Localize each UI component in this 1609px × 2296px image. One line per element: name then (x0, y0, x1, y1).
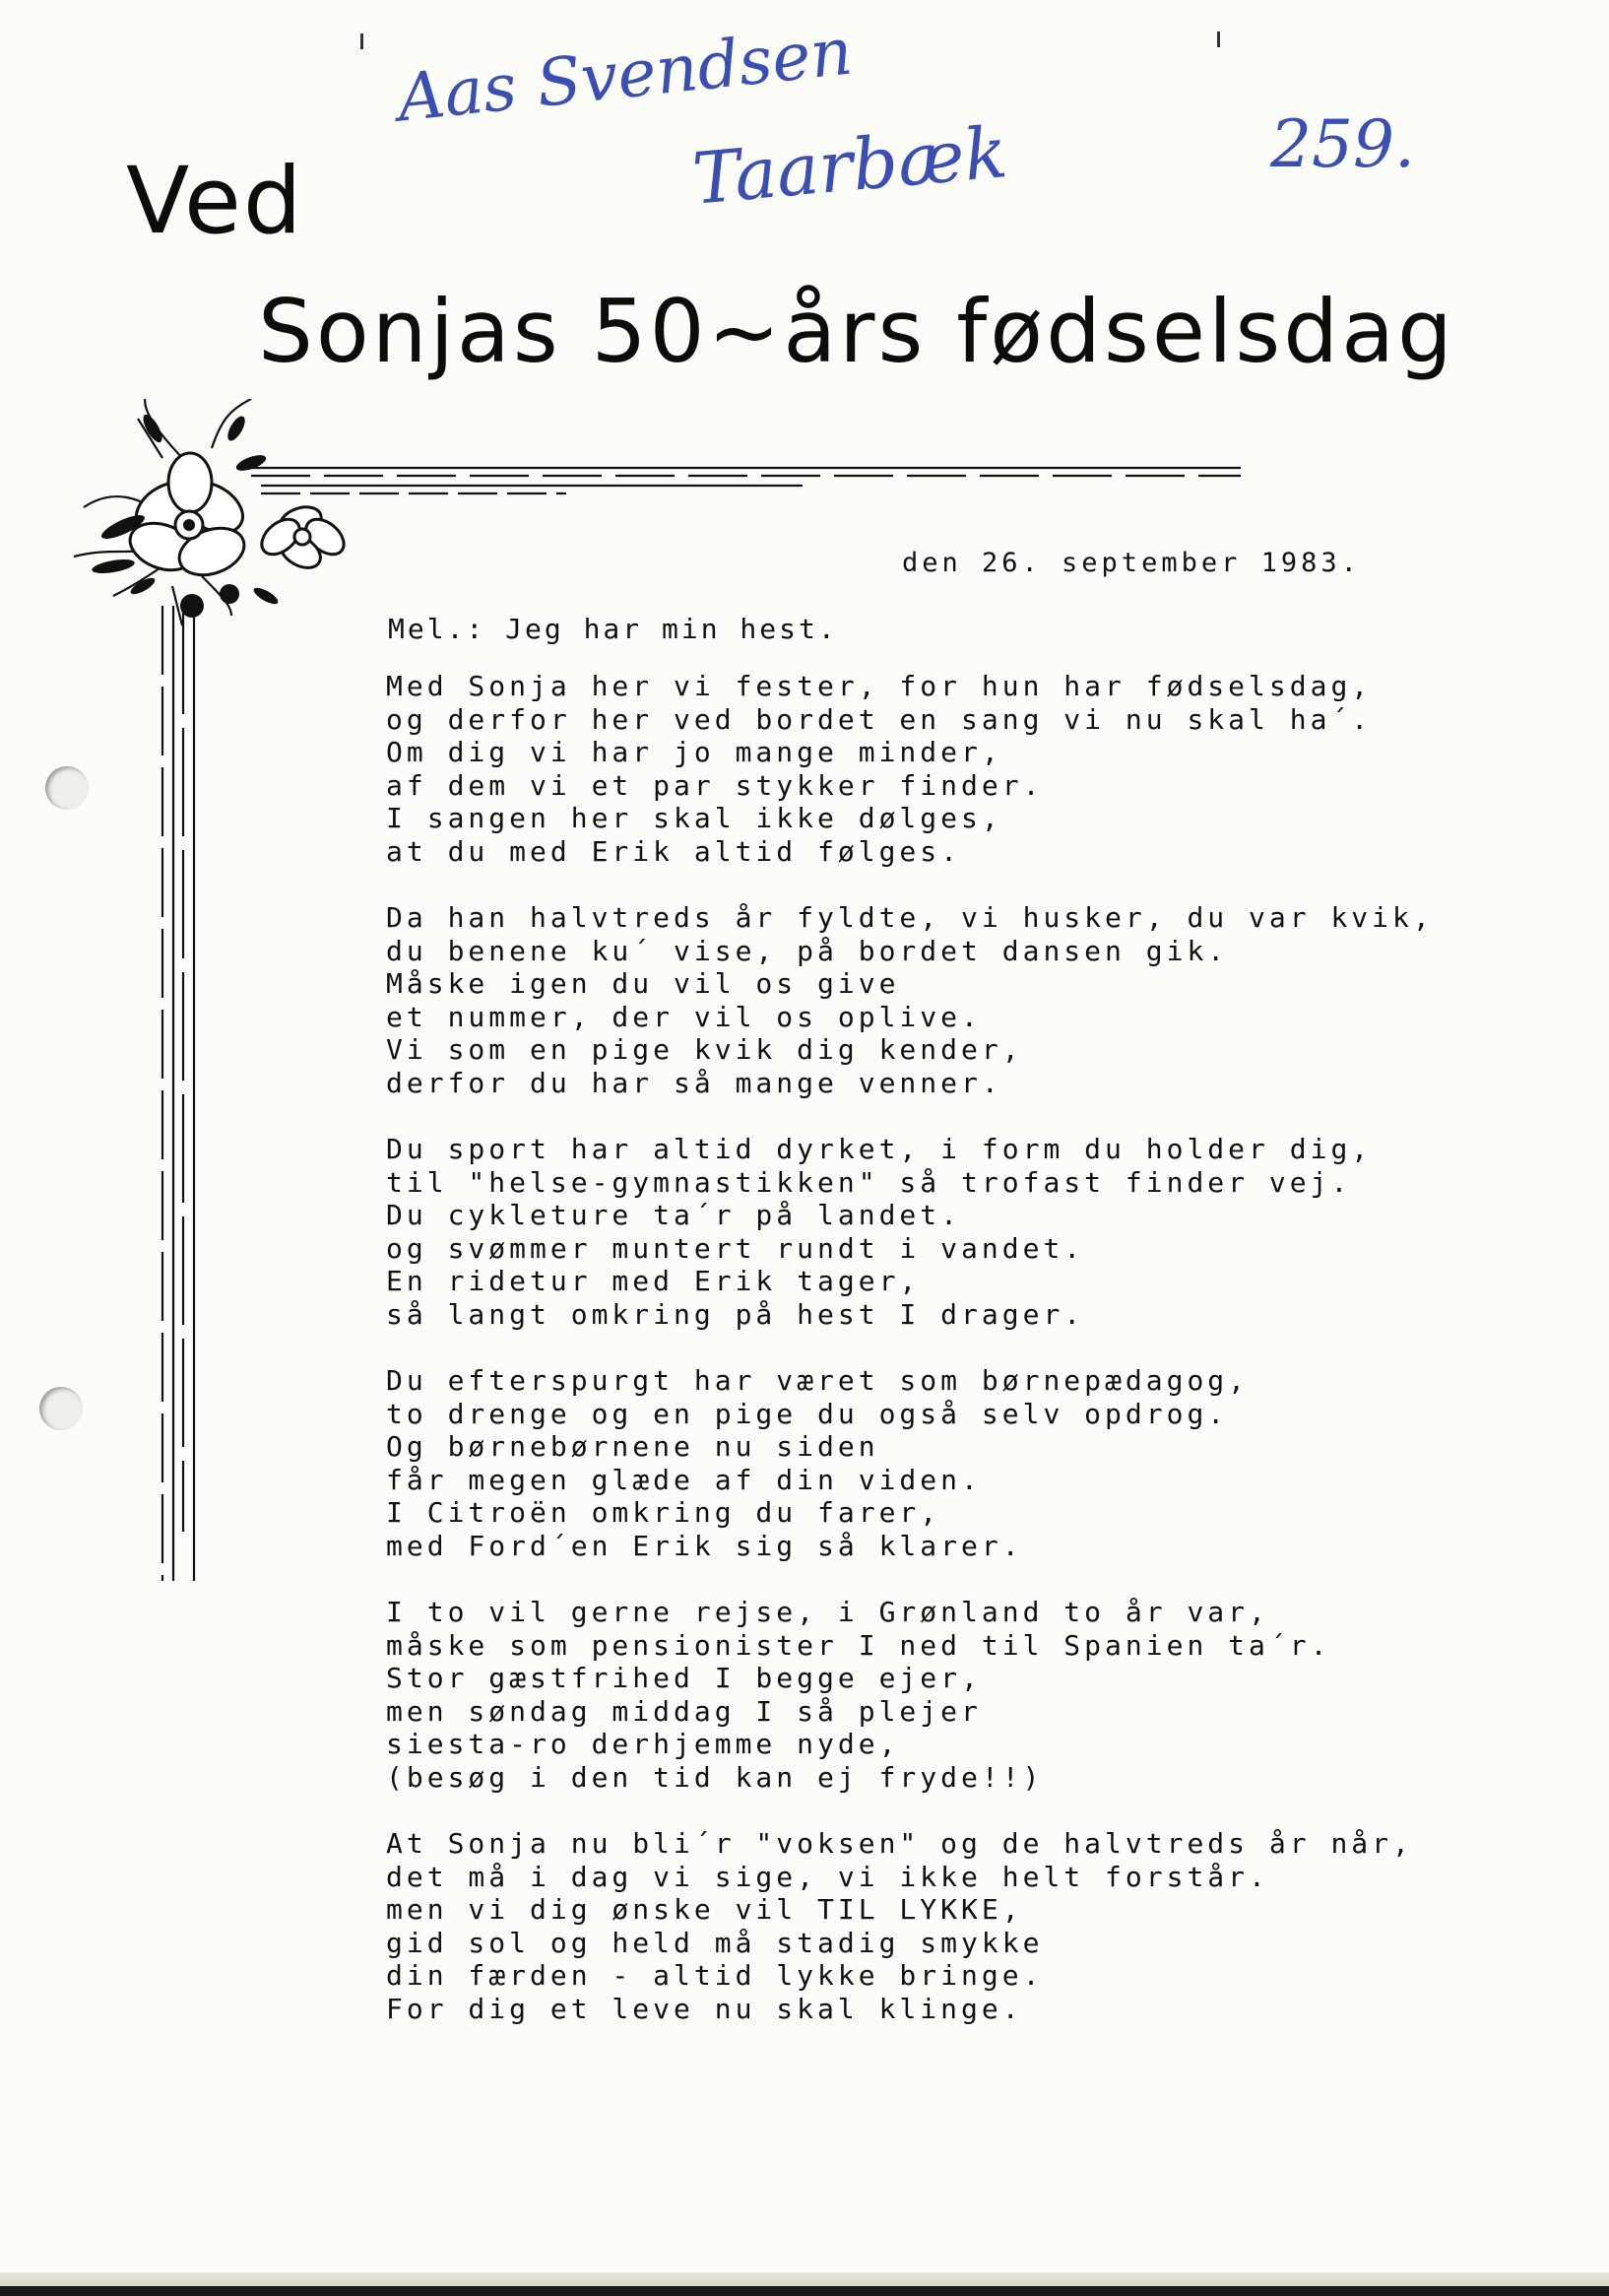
verse-line: det må i dag vi sige, vi ikke helt forstår. (386, 1860, 1269, 1893)
verse-line: din færden - altid lykke bringe. (386, 1959, 1044, 1992)
verse-line: med Ford´en Erik sig så klarer. (386, 1529, 1023, 1562)
stanza (386, 1596, 1469, 1794)
stanza (386, 901, 1469, 1099)
verse-line: og derfor her ved bordet en sang vi nu skal ha´. (386, 702, 1373, 736)
verse-line: et nummer, der vil os oplive. (386, 1000, 982, 1033)
handwritten-name: Aas Svendsen (394, 13, 857, 137)
song-text (386, 670, 1469, 2059)
verse-line: til "helse-gymnastikken" så trofast finder vej. (386, 1165, 1352, 1199)
verse-line: Og børnebørnene nu siden (386, 1430, 879, 1463)
stanza (386, 1133, 1469, 1331)
binder-hole (45, 766, 89, 810)
verse-line: at du med Erik altid følges. (386, 834, 962, 868)
binder-hole (39, 1387, 83, 1430)
handwritten-number: 259. (1270, 106, 1415, 182)
verse-line: Vi som en pige kvik dig kender, (386, 1033, 1023, 1066)
verse-line: Om dig vi har jo mange minder, (386, 736, 1002, 768)
verse-line: Du cykleture ta´r på landet. (386, 1199, 962, 1231)
scan-border (0, 2286, 1609, 2296)
verse-line: Stor gæstfrihed I begge ejer, (386, 1662, 982, 1694)
verse-line: men søndag middag I så plejer (386, 1694, 982, 1728)
verse-line: Da han halvtreds år fyldte, vi husker, du var kvik, (386, 901, 1434, 934)
verse-line: måske som pensionister I ned til Spanien ta´r. (386, 1628, 1331, 1662)
verse-line: Du sport har altid dyrket, i form du holder dig, (386, 1133, 1373, 1165)
punch-mark (360, 33, 363, 49)
stanza (386, 1827, 1469, 2025)
stanza (386, 670, 1469, 868)
verse-line: Måske igen du vil os give (386, 967, 900, 1000)
verse-line: to drenge og en pige du også selv opdrog. (386, 1397, 1229, 1430)
verse-line: I to vil gerne rejse, i Grønland to år var, (386, 1596, 1269, 1628)
verse-line: siesta-ro derhjemme nyde, (386, 1728, 900, 1760)
verse-line: gid sol og held må stadig smykke (386, 1926, 1044, 1959)
verse-line: af dem vi et par stykker finder. (386, 768, 1044, 802)
verse-line: får megen glæde af din viden. (386, 1463, 982, 1496)
verse-line: Du efterspurgt har været som børnepædagog, (386, 1364, 1250, 1397)
verse-line: så langt omkring på hest I drager. (386, 1297, 1085, 1331)
verse-line: og svømmer muntert rundt i vandet. (386, 1231, 1085, 1265)
handwritten-place: Taarbæk (689, 110, 1011, 221)
stanza (386, 1364, 1469, 1562)
title-line-2: Sonjas 50~års fødselsdag (258, 281, 1455, 382)
verse-line: I Citroën omkring du farer, (386, 1496, 941, 1529)
verse-line: derfor du har så mange venner. (386, 1066, 1002, 1099)
verse-line: Med Sonja her vi fester, for hun har fødselsdag, (386, 670, 1373, 702)
date-line: den 26. september 1983. (902, 548, 1361, 578)
verse-line: I sangen her skal ikke dølges, (386, 802, 1002, 834)
verse-line: At Sonja nu bli´r "voksen" og de halvtreds år når, (386, 1827, 1413, 1860)
melody-line: Mel.: Jeg har min hest. (388, 613, 838, 645)
verse-line: men vi dig ønske vil TIL LYKKE, (386, 1893, 1023, 1926)
verse-line: (besøg i den tid kan ej fryde!!) (386, 1760, 1044, 1794)
verse-line: En ridetur med Erik tager, (386, 1265, 921, 1297)
verse-line: For dig et leve nu skal klinge. (386, 1992, 1023, 2025)
title-line-1: Ved (126, 148, 304, 255)
punch-mark (1217, 32, 1220, 47)
verse-line: du benene ku´ vise, på bordet dansen gik. (386, 934, 1229, 967)
paper-edge (0, 2272, 1609, 2286)
